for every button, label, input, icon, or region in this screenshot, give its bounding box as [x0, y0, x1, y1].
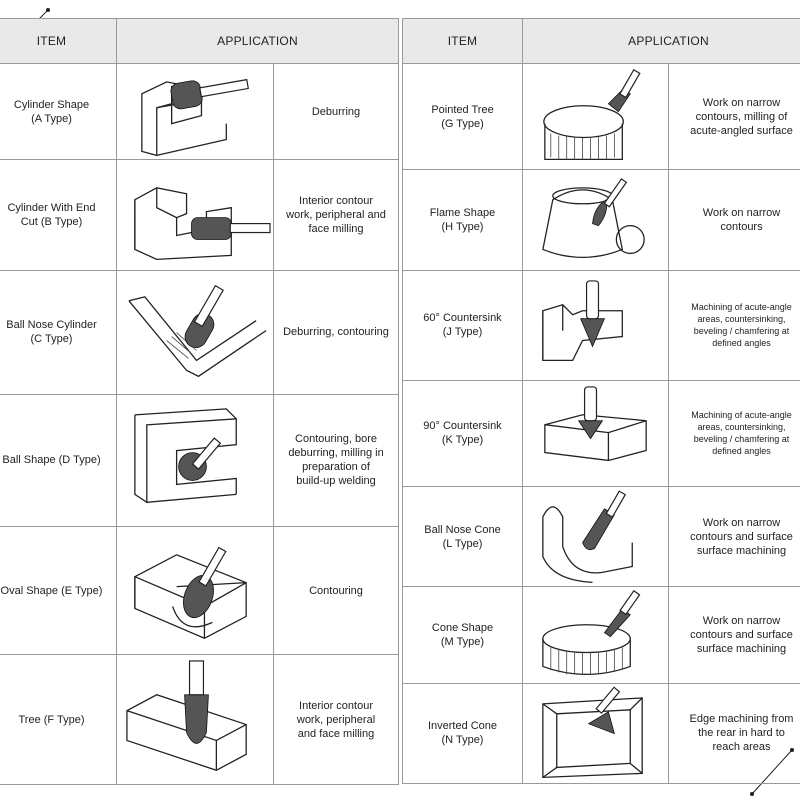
- application-cell: Interior contour work, peripheral and face milling: [274, 160, 399, 270]
- cylinder-burr-icon: [117, 64, 274, 160]
- item-cell: 60° Countersink (J Type): [403, 270, 523, 380]
- application-cell: Machining of acute-angle areas, countersinking, beveling / chamfering at defined angles: [669, 380, 800, 486]
- application-cell: Work on narrow contours and surface surface machining: [669, 587, 800, 683]
- application-cell: Deburring: [274, 64, 399, 160]
- flame-burr-icon: [523, 170, 669, 270]
- application-cell: Work on narrow contours, milling of acute-angled surface: [669, 64, 800, 170]
- item-cell: Pointed Tree (G Type): [403, 64, 523, 170]
- item-cell: Tree (F Type): [0, 655, 117, 785]
- application-cell: Interior contour work, peripheral and face milling: [274, 655, 399, 785]
- item-cell: Cylinder With End Cut (B Type): [0, 160, 117, 270]
- item-cell: Inverted Cone (N Type): [403, 683, 523, 783]
- item-cell: Flame Shape (H Type): [403, 170, 523, 270]
- item-cell: Ball Nose Cylinder (C Type): [0, 270, 117, 394]
- application-cell: Contouring: [274, 527, 399, 655]
- inverted-cone-burr-icon: [523, 683, 669, 783]
- ball-nose-cone-burr-icon: [523, 487, 669, 587]
- item-header: ITEM: [0, 19, 117, 64]
- application-header: APPLICATION: [523, 19, 800, 64]
- application-header: APPLICATION: [117, 19, 399, 64]
- item-cell: 90° Countersink (K Type): [403, 380, 523, 486]
- application-cell: Machining of acute-angle areas, countersinking, beveling / chamfering at defined angles: [669, 270, 800, 380]
- ball-nose-cylinder-burr-icon: [117, 270, 274, 394]
- left-burr-table: [0, 18, 399, 785]
- tree-burr-icon: [117, 655, 274, 785]
- item-cell: Cylinder Shape (A Type): [0, 64, 117, 160]
- item-cell: Oval Shape (E Type): [0, 527, 117, 655]
- application-cell: Deburring, contouring: [274, 270, 399, 394]
- item-cell: Ball Nose Cone (L Type): [403, 487, 523, 587]
- item-cell: Cone Shape (M Type): [403, 587, 523, 683]
- right-burr-table: [402, 18, 800, 784]
- countersink-90-burr-icon: [523, 380, 669, 486]
- application-cell: Edge machining from the rear in hard to reach areas: [669, 683, 800, 783]
- application-cell: Work on narrow contours and surface surface machining: [669, 487, 800, 587]
- countersink-60-burr-icon: [523, 270, 669, 380]
- item-cell: Ball Shape (D Type): [0, 394, 117, 526]
- application-cell: Work on narrow contours: [669, 170, 800, 270]
- pointed-tree-burr-icon: [523, 64, 669, 170]
- cone-burr-icon: [523, 587, 669, 683]
- oval-burr-icon: [117, 527, 274, 655]
- ball-burr-icon: [117, 394, 274, 526]
- cylinder-end-cut-burr-icon: [117, 160, 274, 270]
- item-header: ITEM: [403, 19, 523, 64]
- application-cell: Contouring, bore deburring, milling in preparation of build-up welding: [274, 394, 399, 526]
